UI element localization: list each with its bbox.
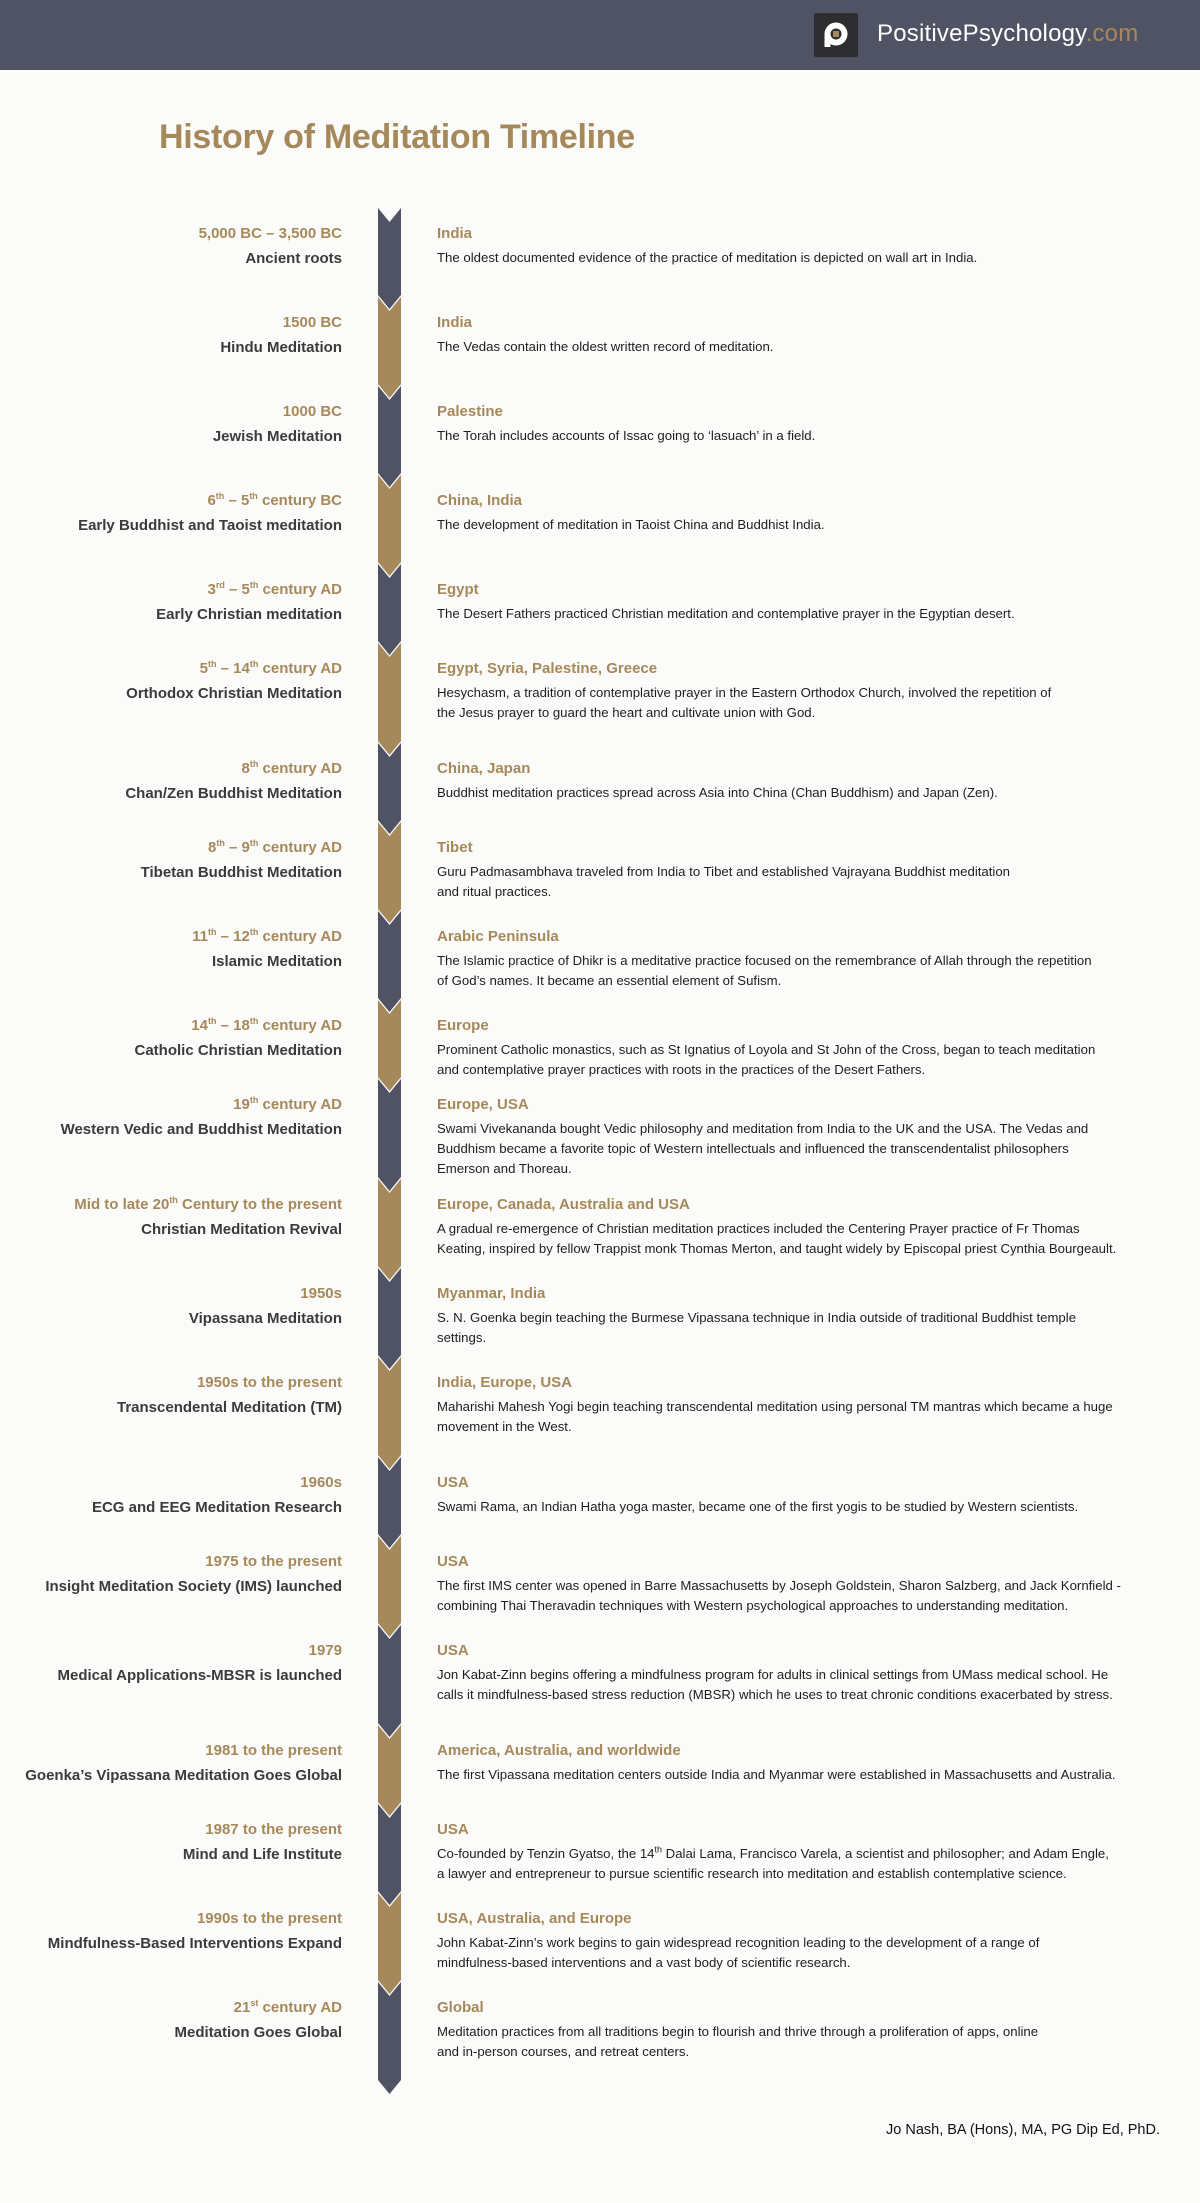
entry-event: Meditation Goes Global	[174, 2024, 342, 2041]
description-line: Keating, inspired by fellow Trappist monk Thomas Merton, and taught widely by Episcopal priest Cynthia Bourgeault.	[437, 1241, 1117, 1256]
entry-description	[437, 1497, 1165, 1517]
entry-event: Catholic Christian Meditation	[134, 1042, 342, 1059]
entry-description	[437, 862, 1165, 902]
entry-date: Mid to late 20th Century to the present	[74, 1195, 342, 1213]
entry-event: Christian Meditation Revival	[141, 1221, 342, 1238]
entry-date: 5th – 14th century AD	[199, 659, 342, 677]
timeline-segment	[378, 208, 401, 309]
description-line: Maharishi Mahesh Yogi begin teaching transcendental meditation using personal TM mantras which became a huge	[437, 1399, 1113, 1414]
timeline-segment	[378, 564, 401, 655]
page-title: History of Meditation Timeline	[159, 118, 635, 156]
timeline-segment	[378, 1457, 401, 1548]
timeline-segment	[378, 822, 401, 923]
description-line: Guru Padmasambhava traveled from India to Tibet and established Vajrayana Buddhist meditation	[437, 864, 1011, 879]
description-line: Emerson and Thoreau.	[437, 1161, 572, 1176]
description-line: the Jesus prayer to guard the heart and cultivate union with God.	[437, 705, 816, 720]
description-line: mindfulness-based interventions and a vast body of scientific research.	[437, 1955, 851, 1970]
entry-description	[437, 1665, 1165, 1705]
description-line: Prominent Catholic monastics, such as St Ignatius of Loyola and St John of the Cross, began to teach meditation	[437, 1042, 1096, 1057]
timeline-segment	[378, 1268, 401, 1369]
entry-place: Europe, USA	[437, 1096, 529, 1113]
description-line: Swami Vivekananda bought Vedic philosophy and meditation from India to the UK and the USA. The Vedas and	[437, 1121, 1089, 1136]
entry-event: Goenka’s Vipassana Meditation Goes Global	[25, 1767, 342, 1784]
description-line: The first IMS center was opened in Barre Massachusetts by Joseph Goldstein, Sharon Salzberg, and Jack Kornfield -	[437, 1578, 1121, 1593]
entry-date: 1500 BC	[282, 314, 342, 331]
entry-event: Chan/Zen Buddhist Meditation	[125, 785, 342, 802]
author-credit: Jo Nash, BA (Hons), MA, PG Dip Ed, PhD.	[886, 2122, 1160, 2138]
entry-description	[437, 337, 1165, 357]
entry-place: USA	[437, 1474, 469, 1491]
entry-place: Myanmar, India	[437, 1285, 546, 1302]
entry-place: India	[437, 314, 473, 331]
entry-event: Mind and Life Institute	[182, 1846, 342, 1863]
entry-event: Jewish Meditation	[212, 428, 342, 445]
description-line: Jon Kabat-Zinn begins offering a mindfulness program for adults in clinical settings from UMass medical school. He	[437, 1667, 1109, 1682]
timeline-segment	[378, 911, 401, 1012]
entry-place: Egypt, Syria, Palestine, Greece	[437, 660, 658, 677]
entry-event: Medical Applications-MBSR is launched	[57, 1667, 342, 1684]
brand-tld-text: .com	[1085, 20, 1139, 47]
timeline-segment	[378, 1536, 401, 1637]
entry-date: 1000 BC	[282, 403, 342, 420]
timeline-segment	[378, 1000, 401, 1091]
entry-event: Islamic Meditation	[211, 953, 342, 970]
entry-date: 8th century AD	[241, 759, 342, 777]
entry-description	[437, 683, 1165, 723]
entry-event: Hindu Meditation	[220, 339, 342, 356]
description-line: and in-person courses, and retreat centers.	[437, 2044, 690, 2059]
description-line: The Torah includes accounts of Issac going to ‘lasuach’ in a field.	[437, 428, 816, 443]
description-line: combining Thai Theravadin techniques with Western psychological approaches to understanding meditation.	[437, 1598, 1069, 1613]
description-line: of God’s names. It became an essential element of Sufism.	[437, 973, 782, 988]
description-line: The first Vipassana meditation centers outside India and Myanmar were established in Massachusetts and Australia.	[437, 1767, 1116, 1782]
entry-description	[437, 951, 1165, 991]
entry-description	[437, 1397, 1165, 1437]
description-line: and contemplative prayer practices with roots in the practices of the Desert Fathers.	[437, 1062, 926, 1077]
entry-place: USA, Australia, and Europe	[437, 1910, 632, 1927]
entry-date: 1981 to the present	[205, 1742, 342, 1759]
description-line: movement in the West.	[437, 1419, 572, 1434]
entry-place: India	[437, 225, 473, 242]
entry-date: 14th – 18th century AD	[191, 1016, 342, 1034]
entry-description	[437, 1765, 1165, 1785]
description-line: The oldest documented evidence of the practice of meditation is depicted on wall art in India.	[437, 250, 978, 265]
entry-event: Vipassana Meditation	[188, 1310, 342, 1327]
entry-description	[437, 783, 1165, 803]
timeline-segment	[378, 1179, 401, 1280]
description-line: John Kabat-Zinn’s work begins to gain widespread recognition leading to the development of a range of	[437, 1935, 1040, 1950]
description-line: A gradual re-emergence of Christian meditation practices included the Centering Prayer practice of Fr Thomas	[437, 1221, 1080, 1236]
entry-event: Transcendental Meditation (TM)	[116, 1399, 342, 1416]
entry-event: Early Buddhist and Taoist meditation	[78, 517, 342, 534]
entry-date: 11th – 12th century AD	[192, 927, 342, 945]
entry-date: 5,000 BC – 3,500 BC	[198, 225, 342, 242]
description-line: and ritual practices.	[437, 884, 552, 899]
entry-event: Ancient roots	[245, 250, 342, 267]
entry-description	[437, 426, 1165, 446]
entry-place: Europe	[437, 1017, 489, 1034]
entry-date: 19th century AD	[233, 1095, 342, 1113]
entry-place: America, Australia, and worldwide	[437, 1742, 681, 1759]
timeline-segment	[378, 475, 401, 576]
entry-event: Insight Meditation Society (IMS) launched	[45, 1578, 342, 1595]
description-line: The development of meditation in Taoist China and Buddhist India.	[437, 517, 825, 532]
entry-event: Early Christian meditation	[156, 606, 342, 623]
entry-place: Egypt	[437, 581, 479, 598]
entry-date: 1975 to the present	[205, 1553, 342, 1570]
entry-place: USA	[437, 1642, 469, 1659]
entry-event: Mindfulness-Based Interventions Expand	[47, 1935, 342, 1952]
entry-description	[437, 1844, 1165, 1884]
entry-description	[437, 1119, 1165, 1179]
brand-name-text: PositivePsychology	[877, 20, 1086, 47]
timeline-segment	[378, 1804, 401, 1905]
description-line: calls it mindfulness-based stress reduction (MBSR) which he uses to treat chronic conditions exacerbated by stress.	[437, 1687, 1113, 1702]
description-line: Meditation practices from all traditions begin to flourish and thrive through a proliferation of apps, online	[437, 2024, 1039, 2039]
entry-description	[437, 604, 1165, 624]
entry-description	[437, 1308, 1165, 1348]
description-line: Co-founded by Tenzin Gyatso, the 14th Dalai Lama, Francisco Varela, a scientist and philosopher; and Adam Engle,	[437, 1844, 1109, 1861]
description-line: Swami Rama, an Indian Hatha yoga master, became one of the first yogis to be studied by Western scientists.	[437, 1499, 1079, 1514]
entry-description	[437, 2022, 1165, 2062]
timeline-segment	[378, 297, 401, 398]
entry-event: Orthodox Christian Meditation	[126, 685, 342, 702]
entry-place: Palestine	[437, 403, 503, 420]
timeline-segment	[378, 1725, 401, 1816]
entry-date: 1987 to the present	[205, 1821, 342, 1838]
entry-place: China, Japan	[437, 760, 531, 777]
entry-description	[437, 248, 1165, 268]
description-line: The Desert Fathers practiced Christian meditation and contemplative prayer in the Egyptian desert.	[437, 606, 1015, 621]
description-line: Buddhism became a favorite topic of Western intellectuals and influenced the transcendentalist philosophers	[437, 1141, 1069, 1156]
entry-date: 21st century AD	[233, 1998, 342, 2016]
timeline-segment	[378, 743, 401, 834]
entry-place: India, Europe, USA	[437, 1374, 573, 1391]
entry-description	[437, 1576, 1165, 1616]
entry-date: 1950s	[300, 1285, 342, 1302]
entry-place: Global	[437, 1999, 484, 2016]
entry-date: 1960s	[300, 1474, 342, 1491]
description-line: The Vedas contain the oldest written record of meditation.	[437, 339, 774, 354]
timeline-segment	[378, 643, 401, 755]
entry-description	[437, 1219, 1165, 1259]
entry-place: USA	[437, 1821, 469, 1838]
entry-place: China, India	[437, 492, 523, 509]
entry-date: 1979	[308, 1642, 342, 1659]
entry-description	[437, 1933, 1165, 1973]
entry-date: 6th – 5th century BC	[207, 491, 342, 509]
entry-date: 1950s to the present	[196, 1374, 342, 1391]
entry-place: Tibet	[437, 839, 473, 856]
entry-place: Europe, Canada, Australia and USA	[437, 1196, 690, 1213]
entry-date: 3rd – 5th century AD	[207, 580, 342, 598]
description-line: a lawyer and entrepreneur to pursue scientific research into meditation and establish contemplative science.	[437, 1866, 1067, 1881]
description-line: The Islamic practice of Dhikr is a meditative practice focused on the remembrance of Allah through the repetition	[437, 953, 1092, 968]
entry-event: Tibetan Buddhist Meditation	[140, 864, 342, 881]
description-line: S. N. Goenka begin teaching the Burmese Vipassana technique in India outside of traditional Buddhist temple	[437, 1310, 1077, 1325]
entry-place: USA	[437, 1553, 469, 1570]
description-line: Buddhist meditation practices spread across Asia into China (Chan Buddhism) and Japan (Zen).	[437, 785, 998, 800]
description-line: Hesychasm, a tradition of contemplative prayer in the Eastern Orthodox Church, involved the repetition of	[437, 685, 1052, 700]
timeline-segment	[378, 1982, 401, 2094]
timeline-segment	[378, 1893, 401, 1994]
entry-date: 8th – 9th century AD	[207, 838, 342, 856]
entry-event: ECG and EEG Meditation Research	[91, 1499, 342, 1516]
entry-event: Western Vedic and Buddhist Meditation	[60, 1121, 342, 1138]
entry-date: 1990s to the present	[196, 1910, 342, 1927]
entry-place: Arabic Peninsula	[437, 928, 559, 945]
timeline-segment	[378, 1625, 401, 1737]
description-line: settings.	[437, 1330, 487, 1345]
entry-description	[437, 1040, 1165, 1080]
timeline-segment	[378, 1357, 401, 1469]
timeline-segment	[378, 1079, 401, 1191]
entry-description	[437, 515, 1165, 535]
timeline-segment	[378, 386, 401, 487]
